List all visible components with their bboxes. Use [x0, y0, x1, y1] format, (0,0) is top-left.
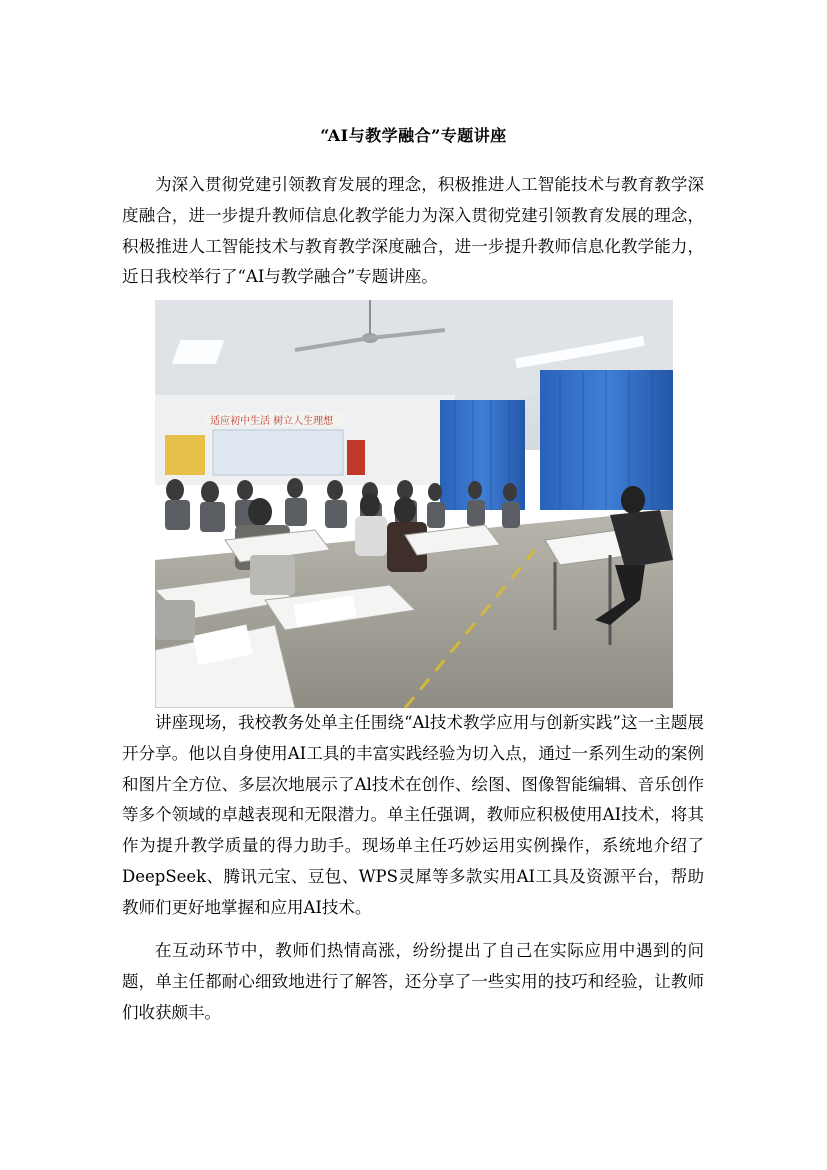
lecture-photo	[155, 300, 673, 708]
paragraph-interaction: 在互动环节中，教师们热情高涨，纷纷提出了自己在实际应用中遇到的问题，单主任都耐心细致地进行了解答，还分享了一些实用的技巧和经验，让教师们收获颇丰。	[122, 941, 704, 1022]
paragraph-intro: 为深入贯彻党建引领教育发展的理念，积极推进人工智能技术与教育教学深度融合，进一步提升教师信息化教学能力为深入贯彻党建引领教育发展的理念，积极推进人工智能技术与教育教学深度融合，进一步提升教师信息化教学能力，近日我校举行了“AI与教学融合”专题讲座。	[122, 175, 704, 287]
photo-banner-text: 适应初中生活 树立人生理想	[210, 416, 334, 427]
classroom-photo-illustration	[155, 300, 673, 708]
paragraph-lecture: 讲座现场，我校教务处单主任围绕“Al技术教学应用与创新实践”这一主题展开分享。他以自身使用AI工具的丰富实践经验为切入点，通过一系列生动的案例和图片全方位、多层次地展示了Al技术在创作、绘图、图像智能编辑、音乐创作等多个领域的卓越表现和无限潜力。单主任强调，教师应积极使用AI技术，将其作为提升教学质量的得力助手。现场单主任巧妙运用实例操作，系统地介绍了DeepSeek、腾讯元宝、豆包、WPS灵犀等多款实用AI工具及资源平台，帮助教师们更好地掌握和应用AI技术。	[122, 713, 704, 917]
document-title: “AI与教学融合”专题讲座	[320, 126, 507, 145]
